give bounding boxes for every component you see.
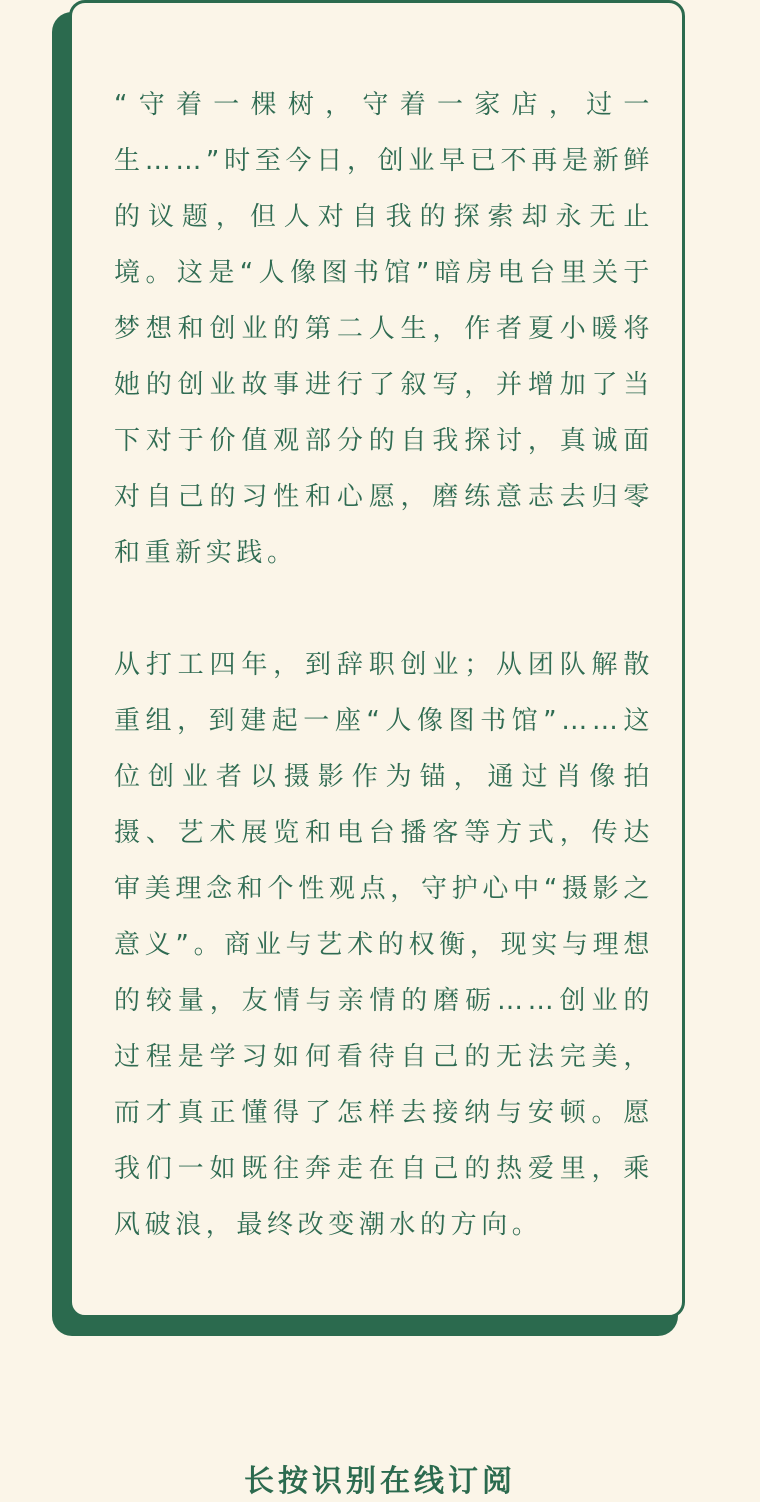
section-heading: 长按识别在线订阅	[244, 1464, 516, 1499]
article-paragraph-story: 从打工四年，到辞职创业；从团队解散重组，到建起一座“人像图书馆”……这位创业者以摄影作为锚，通过肖像拍摄、艺术展览和电台播客等方式，传达审美理念和个性观点，守护心中“摄影之意义”。商业与艺术的权衡，现实与理想的较量，友情与亲情的磨砺……创业的过程是学习如何看待自己的无法完美，而才真正懂得了怎样去接纳与安顿。愿我们一如既往奔走在自己的热爱里，乘风破浪，最终改变潮水的方向。	[114, 650, 654, 1240]
article-card	[69, 0, 685, 1318]
article-paragraph-intro: “守着一棵树，守着一家店，过一生……”时至今日，创业早已不再是新鲜的议题，但人对自我的探索却永无止境。这是“人像图书馆”暗房电台里关于梦想和创业的第二人生，作者夏小暖将她的创业故事进行了叙写，并增加了当下对于价值观部分的自我探讨，真诚面对自己的习性和心愿，磨练意志去归零和重新实践。	[114, 90, 654, 568]
